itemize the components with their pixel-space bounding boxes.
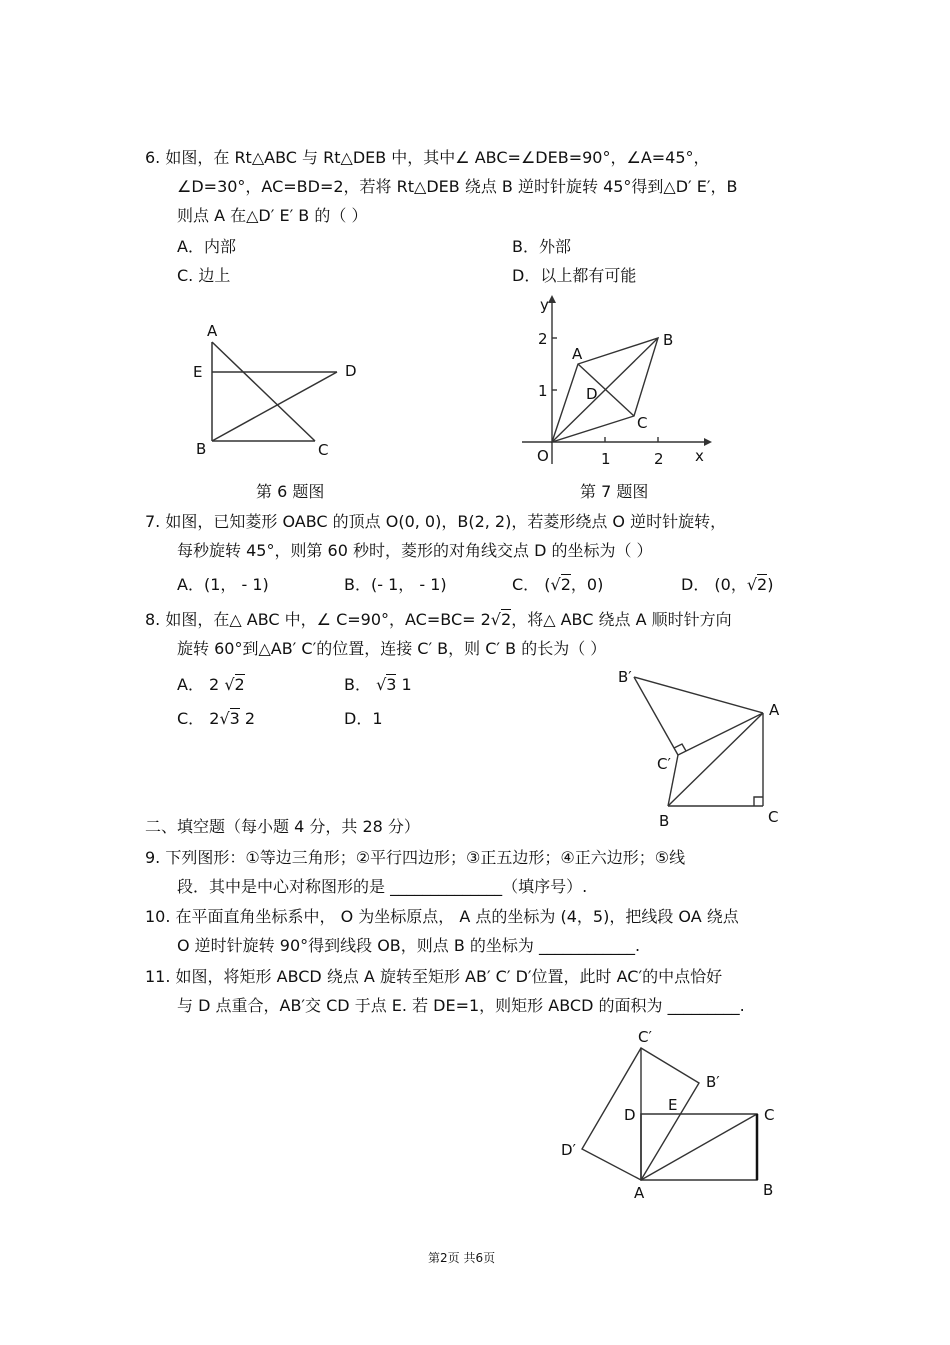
fig7-tick-label-x1: 1: [601, 450, 611, 468]
fig11-label-b: B: [763, 1181, 774, 1199]
sqrt-symbol: √: [376, 675, 387, 694]
q8-option-a-radicand: 2: [234, 675, 245, 694]
fig7-label-o: O: [537, 447, 549, 465]
sqrt-symbol: √: [219, 709, 230, 728]
q7-option-c-suffix: ，0): [570, 575, 604, 594]
q9-line1: 9. 下列图形：①等边三角形；②平行四边形；③正五边形；④正六边形；⑤线: [145, 848, 686, 867]
fig7-tick-label-y1: 1: [538, 382, 548, 400]
q8-option-c-radicand: 3: [229, 709, 240, 728]
fig11-label-e: E: [668, 1096, 678, 1114]
q8-line1-suffix: ，将△ ABC 绕点 A 顺时针方向: [511, 610, 732, 629]
q7-option-d-prefix: D． (0，: [681, 575, 747, 594]
fig7-label-c: C: [637, 414, 648, 432]
q8-option-c-suffix: 2: [239, 709, 256, 728]
q6-option-b: B．外部: [512, 237, 571, 256]
q7-line2: 每秒旋转 45°，则第 60 秒时，菱形的对角线交点 D 的坐标为（ ）: [177, 541, 653, 560]
q8-option-d: D．1: [344, 709, 383, 728]
q8-option-b-prefix: B．: [344, 675, 377, 694]
fig6-label-a: A: [207, 322, 218, 340]
fig11-label-c: C: [764, 1106, 775, 1124]
q7-option-b: B．(- 1， - 1): [344, 575, 447, 594]
fig11-label-a: A: [634, 1184, 645, 1202]
fig7-label-b: B: [663, 331, 674, 349]
fig6-label-c: C: [318, 441, 329, 459]
fig7-tick-label-x2: 2: [654, 450, 664, 468]
fig6-label-e: E: [193, 363, 203, 381]
q9-line2: 段．其中是中心对称图形的是 ______________（填序号）.: [177, 877, 588, 896]
q8-option-b-radicand: 3: [386, 675, 397, 694]
fig6-label-d: D: [345, 362, 357, 380]
fig8-label-c: C: [768, 808, 779, 826]
q10-line1: 10. 在平面直角坐标系中， O 为坐标原点， A 点的坐标为 (4，5)，把线段 OA 绕点: [145, 907, 739, 926]
q6-line3: 则点 A 在△D′ E′ B 的（ ）: [177, 206, 368, 225]
fig7-caption: 第 7 题图: [580, 482, 649, 501]
fig6-caption: 第 6 题图: [256, 482, 325, 501]
q6-line2: ∠D=30°，AC=BD=2，若将 Rt△DEB 绕点 B 逆时针旋转 45°得到△D′ E′，B: [177, 177, 738, 196]
sqrt-symbol: √: [550, 575, 561, 594]
fig7-tick-label-y2: 2: [538, 330, 548, 348]
q8-line1-radicand: 2: [501, 610, 512, 629]
q7-option-a: A．(1， - 1): [177, 575, 269, 594]
fig8-label-c1: C′: [657, 755, 671, 773]
q10-line2: O 逆时针旋转 90°得到线段 OB，则点 B 的坐标为 ____________.: [177, 936, 641, 955]
sqrt-symbol: √: [490, 610, 501, 629]
q6-option-a: A．内部: [177, 237, 236, 256]
fig11-label-d1: D′: [561, 1141, 576, 1159]
sqrt-symbol: √: [746, 575, 758, 594]
fig11-label-c1: C′: [638, 1028, 652, 1046]
q8-option-b-suffix: 1: [396, 675, 412, 694]
page-footer: 第2页 共6页: [428, 1251, 496, 1265]
fig8-label-a: A: [769, 701, 780, 719]
q7-option-d-suffix: ): [767, 575, 774, 594]
fig11-label-b1: B′: [706, 1073, 720, 1091]
q7-option-c-prefix: C． (: [512, 575, 551, 594]
fig7-label-d: D: [586, 385, 598, 403]
q7-option-c-radicand: 2: [560, 575, 571, 594]
q8-option-a-prefix: A． 2: [177, 675, 225, 694]
q6-option-d: D．以上都有可能: [512, 266, 637, 285]
q6-option-c: C. 边上: [177, 266, 231, 285]
q6-line1: 6. 如图，在 Rt△ABC 与 Rt△DEB 中，其中∠ ABC=∠DEB=90°，∠A=45°，: [145, 148, 710, 167]
fig8-label-b1: B′: [618, 668, 632, 686]
q7-option-d-radicand: 2: [757, 575, 768, 594]
sqrt-symbol: √: [224, 675, 235, 694]
q11-line2: 与 D 点重合，AB′交 CD 于点 E. 若 DE=1，则矩形 ABCD 的面积为 _________.: [177, 996, 745, 1015]
fig8-label-b: B: [659, 812, 670, 830]
q8-option-c-prefix: C． 2: [177, 709, 220, 728]
fig7-label-x: x: [695, 447, 704, 465]
fig11-diagonal-ac: [641, 1114, 757, 1180]
fig6-label-b: B: [196, 440, 207, 458]
fig7-label-y: y: [540, 296, 549, 314]
q8-line2: 旋转 60°到△AB′ C′的位置，连接 C′ B，则 C′ B 的长为（ ）: [177, 639, 607, 658]
q7-line1: 7. 如图，已知菱形 OABC 的顶点 O(0, 0)，B(2, 2)，若菱形绕点 O 逆时针旋转，: [145, 512, 727, 531]
q11-line1: 11. 如图，将矩形 ABCD 绕点 A 旋转至矩形 AB′ C′ D′位置，此时 AC′的中点恰好: [145, 967, 723, 986]
fig7-label-a: A: [572, 345, 583, 363]
q8-line1-prefix: 8. 如图，在△ ABC 中，∠ C=90°，AC=BC= 2: [145, 610, 491, 629]
fig11-label-d: D: [624, 1106, 636, 1124]
section-fill-blank-heading: 二、填空题（每小题 4 分，共 28 分）: [145, 817, 420, 836]
